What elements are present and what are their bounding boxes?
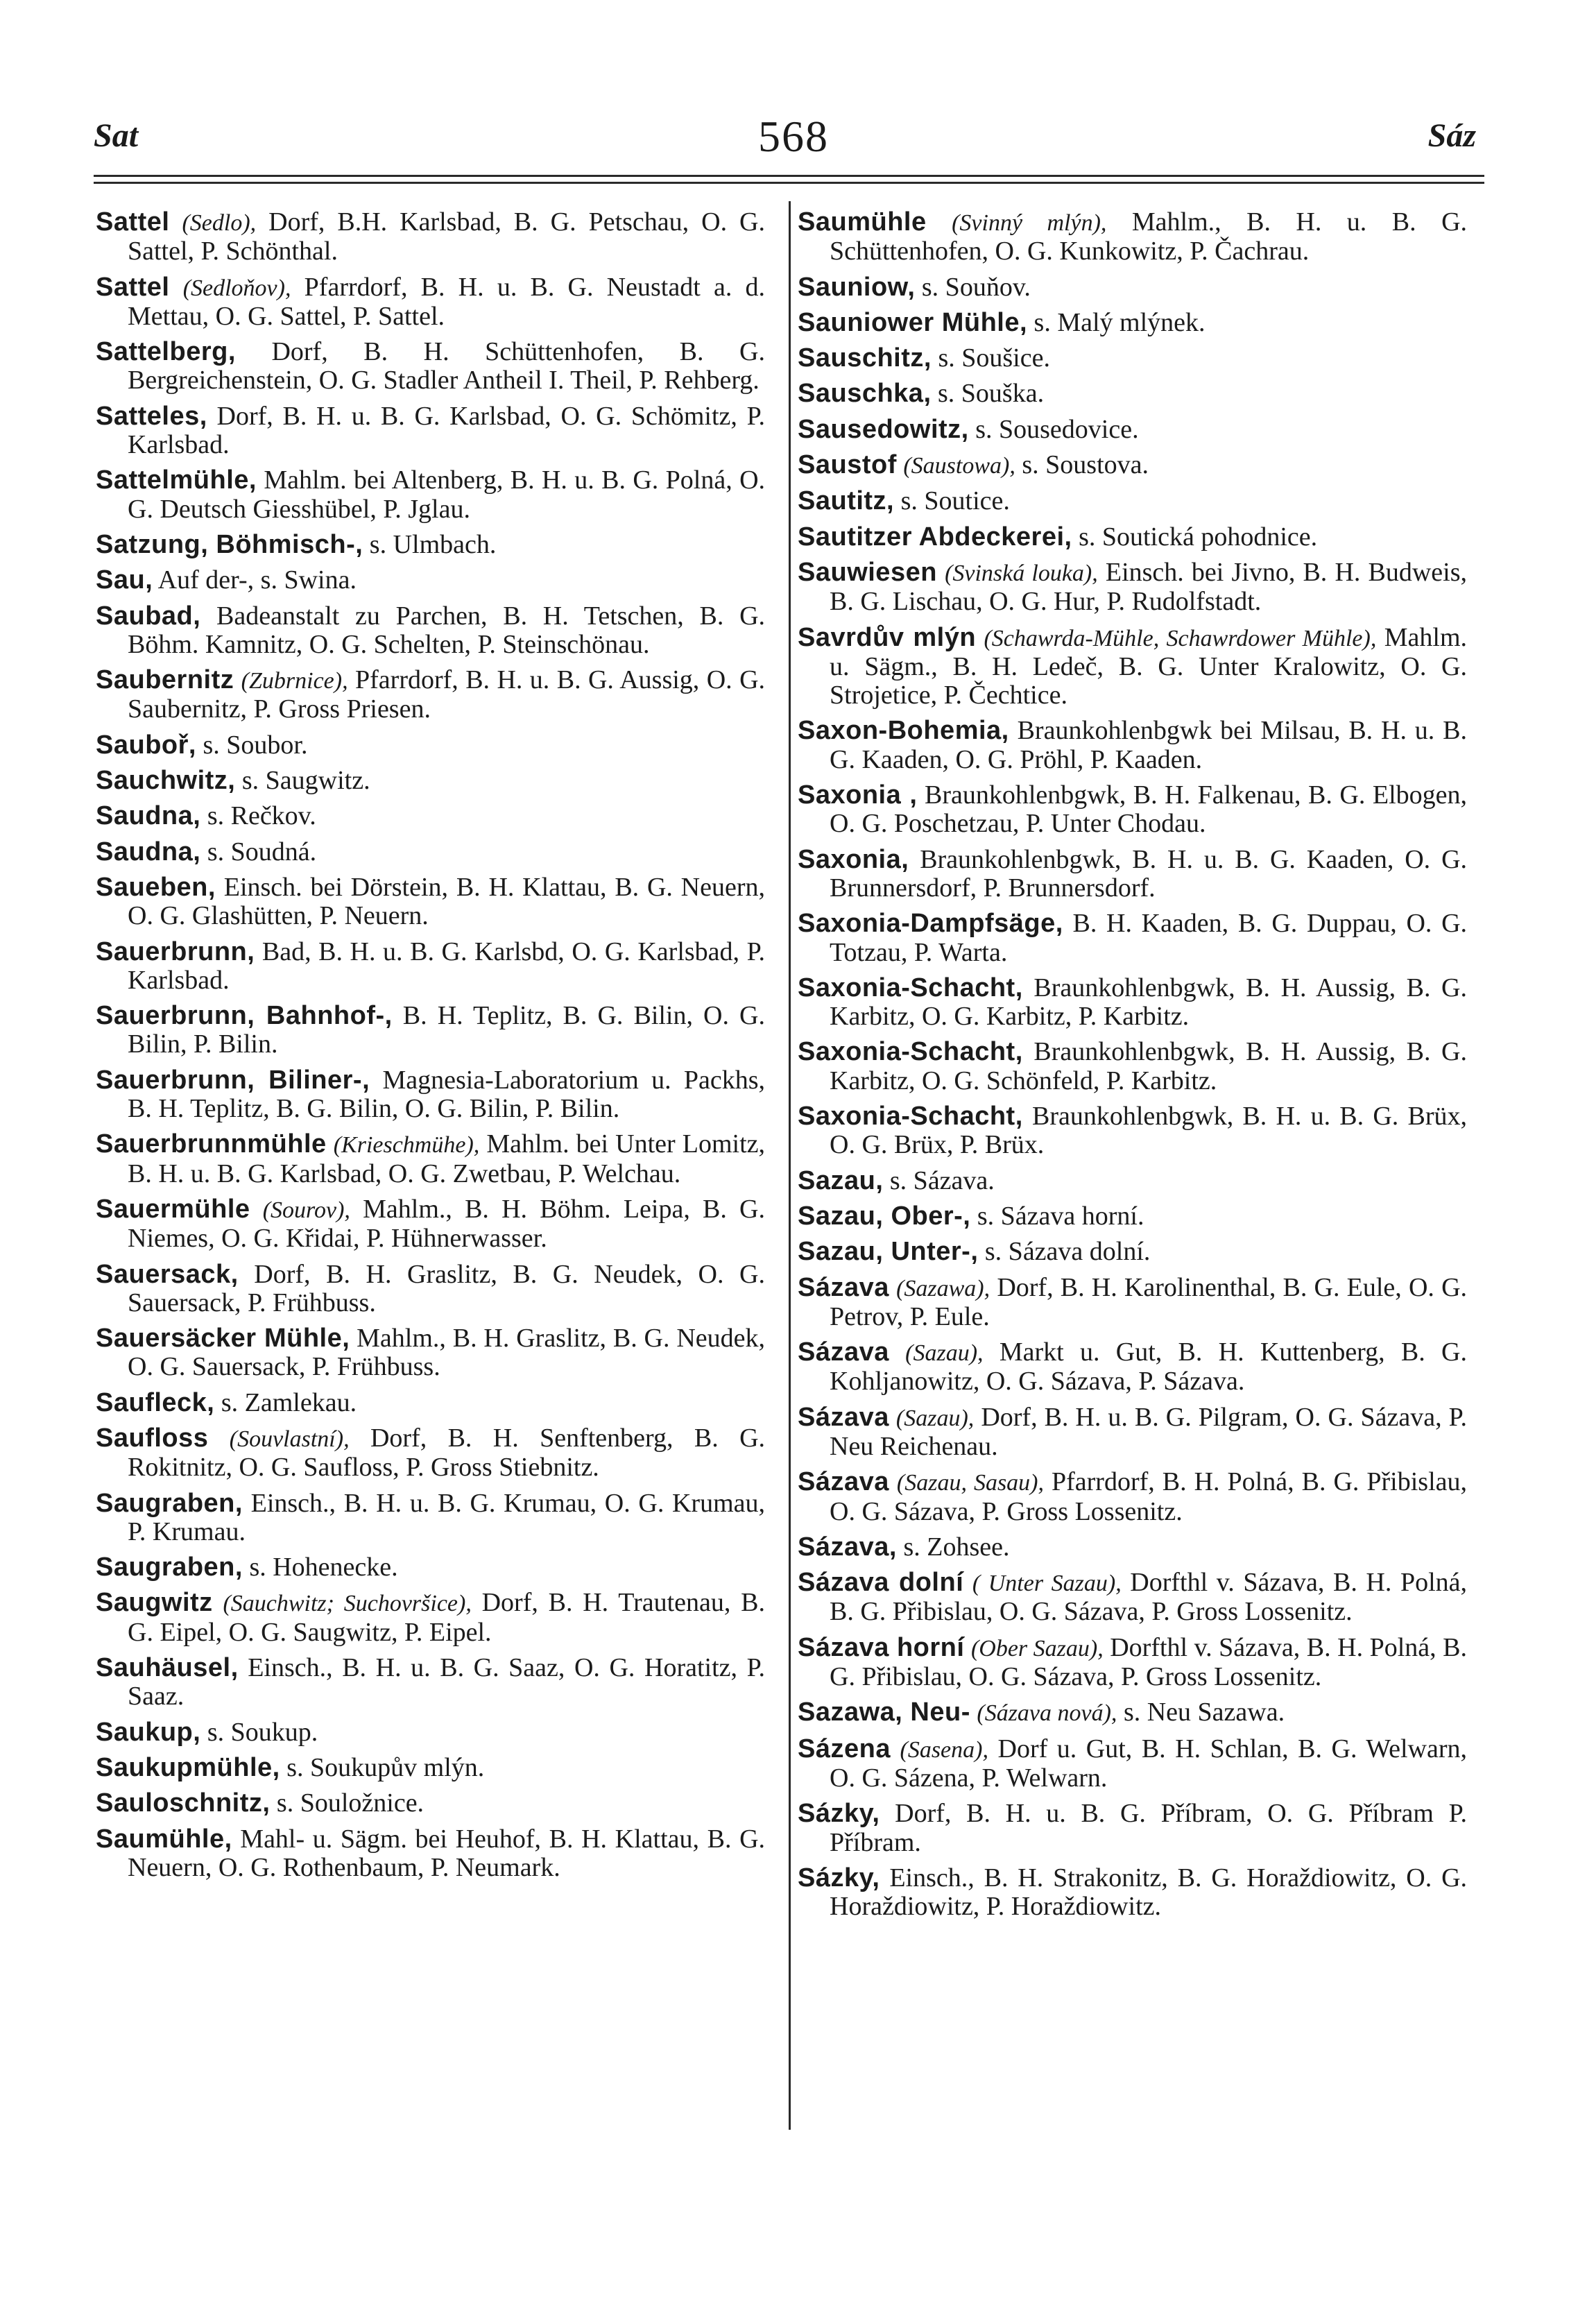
entry-text: Mahlm. bei Altenberg, B. H. u. B. G. Polná, O. G. Deutsch Giesshübel, P. Jglau.	[128, 465, 766, 524]
entry-alt-name: (Sazawa),	[896, 1275, 990, 1301]
gazetteer-entry	[798, 487, 1467, 515]
entry-headword: Sázena	[798, 1734, 891, 1763]
entry-text: Braunkohlenbgwk, B. H. u. B. G. Kaaden, O. G. Brunnersdorf, P. Brunnersdorf.	[830, 844, 1468, 903]
entry-text: Badeanstalt zu Parchen, B. H. Tetschen, B. G. Böhm. Kamnitz, O. G. Schelten, P. Steinschönau.	[128, 601, 766, 659]
gazetteer-entry	[798, 309, 1467, 337]
entry-headword: Saumühle	[798, 207, 927, 237]
entry-text: Mahl- u. Sägm. bei Heuhof, B. H. Klattau, B. G. Neuern, O. G. Rothenbaum, P. Neumark.	[128, 1824, 766, 1882]
entry-text: s. Soutice.	[900, 486, 1010, 516]
entry-text: Einsch., B. H. Strakonitz, B. G. Horaždiowitz, O. G. Horaždiowitz, P. Horaždiowitz.	[830, 1863, 1468, 1922]
entry-headword: Satteles,	[96, 401, 207, 431]
gazetteer-entry	[96, 1002, 765, 1059]
entry-headword: Savrdův mlýn	[798, 622, 977, 652]
entry-headword: Sauerbrunnmühle	[96, 1129, 327, 1159]
gazetteer-entry	[798, 1102, 1467, 1160]
gazetteer-entry	[96, 938, 765, 996]
entry-text: Dorf, B. H. u. B. G. Karlsbad, O. G. Schömitz, P. Karlsbad.	[128, 401, 765, 460]
gazetteer-entry	[798, 1238, 1467, 1266]
entry-headword: Sauloschnitz,	[96, 1788, 271, 1818]
entry-headword: Sattel	[96, 272, 170, 302]
entry-headword: Sauersäcker Mühle,	[96, 1324, 350, 1353]
column-divider	[789, 201, 791, 2130]
gazetteer-entry	[798, 1338, 1467, 1396]
gazetteer-entry	[798, 344, 1467, 373]
entry-headword: Sauwiesen	[798, 557, 937, 587]
entry-text: Dorf u. Gut, B. H. Schlan, B. G. Welwarn, O. G. Sázena, P. Welwarn.	[830, 1734, 1467, 1793]
entry-headword: Saxonia,	[798, 844, 909, 874]
entry-headword: Saugwitz	[96, 1588, 213, 1618]
gazetteer-entry	[798, 1864, 1467, 1922]
entry-alt-name: (Sazau, Sasau),	[896, 1470, 1044, 1496]
entry-headword: Sauschitz,	[798, 343, 932, 373]
entry-headword: Sauchwitz,	[96, 766, 236, 796]
entry-headword: Sázava horní	[798, 1632, 965, 1662]
entry-text: Mahlm. bei Unter Lomitz, B. H. u. B. G. Karlsbad, O. G. Zwetbau, P. Welchau.	[128, 1129, 765, 1188]
entry-text: Braunkohlenbgwk, B. H. Aussig, B. G. Karbitz, O. G. Schönfeld, P. Karbitz.	[830, 1037, 1467, 1095]
gazetteer-entry	[96, 531, 765, 559]
entry-headword: Sázava	[798, 1272, 889, 1302]
entry-text: Dorfthl v. Sázava, B. H. Polná, B. G. Přibislau, O. G. Sázava, P. Gross Lossenitz.	[830, 1568, 1467, 1627]
entry-alt-name: ( Unter Sazau),	[972, 1571, 1122, 1597]
gazetteer-entry	[96, 466, 765, 524]
entry-text: Dorf, B. H. Senftenberg, B. G. Rokitnitz, O. G. Saufloss, P. Gross Stiebnitz.	[128, 1423, 766, 1483]
entry-headword: Sázava	[798, 1402, 889, 1432]
entry-text: s. Soutická pohodnice.	[1079, 522, 1318, 552]
entry-headword: Saumühle,	[96, 1824, 232, 1854]
entry-text: Braunkohlenbgwk bei Milsau, B. H. u. B. G. Kaaden, O. G. Pröhl, P. Kaaden.	[830, 716, 1467, 774]
gazetteer-entry	[798, 846, 1467, 903]
left-column	[96, 208, 765, 1889]
entry-text: s. Rečkov.	[207, 801, 316, 831]
gazetteer-entry	[798, 416, 1467, 444]
gazetteer-entry	[798, 1634, 1467, 1692]
entry-text: s. Sousedovice.	[975, 414, 1139, 444]
gazetteer-entry	[798, 1569, 1467, 1627]
entry-headword: Saugraben,	[96, 1488, 243, 1518]
entry-text: Einsch. bei Jivno, B. H. Budweis, B. G. Lischau, O. G. Hur, P. Rudolfstadt.	[830, 557, 1468, 617]
gazetteer-entry	[96, 402, 765, 460]
entry-text: Pfarrdorf, B. H. Polná, B. G. Přibislau, O. G. Sázava, P. Gross Lossenitz.	[830, 1467, 1467, 1526]
gazetteer-entry	[96, 1789, 765, 1818]
gazetteer-entry	[96, 838, 765, 866]
entry-headword: Sattel	[96, 207, 170, 237]
entry-text: B. H. Kaaden, B. G. Duppau, O. G. Totzau, P. Warta.	[830, 909, 1468, 967]
entry-alt-name: (Saustowa),	[903, 453, 1015, 479]
gazetteer-entry	[96, 1718, 765, 1747]
entry-headword: Saudna,	[96, 837, 201, 866]
entry-headword: Sauermühle	[96, 1194, 250, 1224]
entry-text: s. Soukup.	[207, 1717, 318, 1747]
entry-alt-name: (Svinská louka),	[945, 560, 1098, 586]
entry-text: Bad, B. H. u. B. G. Karlsbd, O. G. Karlsbad, P. Karlsbad.	[128, 937, 766, 995]
entry-headword: Sauersack,	[96, 1259, 239, 1289]
gazetteer-entry	[96, 1324, 765, 1382]
entry-headword: Sázky,	[798, 1863, 880, 1892]
header-rule-top	[94, 175, 1484, 177]
entry-headword: Sausedowitz,	[798, 414, 969, 444]
entry-text: Braunkohlenbgwk, B. H. Aussig, B. G. Karbitz, O. G. Karbitz, P. Karbitz.	[830, 973, 1467, 1032]
entry-text: Pfarrdorf, B. H. u. B. G. Aussig, O. G. Saubernitz, P. Gross Priesen.	[128, 665, 766, 724]
entry-text: s. Souška.	[938, 379, 1045, 409]
gazetteer-entry	[96, 566, 765, 595]
entry-text: s. Hohenecke.	[249, 1553, 398, 1582]
entry-text: Dorf, B. H. u. B. G. Příbram, O. G. Příbram P. Příbram.	[830, 1799, 1467, 1857]
entry-text: Braunkohlenbgwk, B. H. u. B. G. Brüx, O. G. Brüx, P. Brüx.	[830, 1102, 1467, 1160]
entry-text: s. Neu Sazawa.	[1123, 1698, 1285, 1727]
entry-text: s. Zamlekau.	[221, 1387, 357, 1417]
gazetteer-entry	[798, 1468, 1467, 1526]
running-head-left: Sat	[94, 117, 139, 154]
entry-headword: Sázky,	[798, 1799, 880, 1829]
entry-text: s. Saugwitz.	[241, 766, 370, 796]
entry-text: Dorf, B.H. Karlsbad, B. G. Petschau, O. G. Sattel, P. Schönthal.	[128, 207, 765, 266]
gazetteer-entry	[96, 1825, 765, 1883]
entry-alt-name: (Krieschmühe),	[333, 1132, 480, 1159]
gazetteer-entry	[96, 1130, 765, 1188]
gazetteer-entry	[798, 1735, 1467, 1793]
entry-headword: Sautitzer Abdeckerei,	[798, 522, 1072, 552]
entry-alt-name: (Ober Sazau),	[970, 1635, 1104, 1661]
entry-headword: Saukup,	[96, 1717, 201, 1747]
entry-headword: Sattelmühle,	[96, 465, 257, 495]
gazetteer-entry	[798, 717, 1467, 774]
gazetteer-entry	[798, 208, 1467, 266]
entry-text: Auf der-, s. Swina.	[157, 565, 357, 595]
gazetteer-entry	[96, 208, 765, 266]
gazetteer-entry	[96, 1489, 765, 1547]
entry-text: Dorf, B. H. Trautenau, B. G. Eipel, O. G. Saugwitz, P. Eipel.	[128, 1588, 766, 1647]
entry-text: s. Soubor.	[203, 730, 308, 760]
gazetteer-entry	[96, 873, 765, 931]
entry-headword: Sauhäusel,	[96, 1653, 239, 1683]
entry-alt-name: (Zubrnice),	[241, 668, 348, 694]
gazetteer-entry	[96, 273, 765, 332]
gazetteer-entry	[798, 781, 1467, 839]
entry-headword: Sazau,	[798, 1165, 884, 1195]
entry-text: s. Soudná.	[207, 837, 317, 866]
entry-headword: Saudna,	[96, 801, 201, 831]
entry-headword: Saueben,	[96, 872, 216, 902]
entry-text: s. Sázava dolní.	[984, 1237, 1151, 1267]
entry-headword: Saufloss	[96, 1423, 209, 1453]
entry-headword: Sauschka,	[798, 379, 932, 409]
gazetteer-entry	[798, 1202, 1467, 1231]
entry-headword: Sázava	[798, 1338, 889, 1367]
gazetteer-entry	[96, 731, 765, 760]
entry-text: Einsch., B. H. u. B. G. Krumau, O. G. Krumau, P. Krumau.	[128, 1488, 765, 1546]
entry-headword: Saxon-Bohemia,	[798, 716, 1009, 746]
entry-headword: Sazau, Ober-,	[798, 1201, 971, 1231]
entry-alt-name: (Sedlo),	[182, 210, 257, 236]
gazetteer-entry	[96, 666, 765, 724]
entry-text: s. Ulmbach.	[369, 529, 497, 559]
gazetteer-entry	[798, 1533, 1467, 1562]
entry-headword: Saxonia-Dampfsäge,	[798, 909, 1063, 939]
entry-text: Mahlm., B. H. u. B. G. Schüttenhofen, O. G. Kunkowitz, P. Čachrau.	[830, 207, 1468, 266]
entry-headword: Saubernitz	[96, 665, 234, 695]
gazetteer-entry	[798, 1038, 1467, 1095]
gazetteer-entry	[96, 1424, 765, 1483]
entry-headword: Sauboř,	[96, 730, 196, 760]
entry-headword: Saugraben,	[96, 1553, 243, 1582]
entry-alt-name: (Sazau),	[905, 1340, 984, 1367]
gazetteer-entry	[798, 273, 1467, 302]
gazetteer-entry	[96, 1389, 765, 1417]
gazetteer-entry	[798, 909, 1467, 967]
gazetteer-entry	[96, 1195, 765, 1254]
gazetteer-entry	[798, 1274, 1467, 1332]
entry-headword: Saukupmühle,	[96, 1752, 280, 1782]
entry-headword: Sazawa, Neu-	[798, 1698, 970, 1727]
entry-headword: Sauniow,	[798, 272, 916, 302]
entry-headword: Saufleck,	[96, 1387, 215, 1417]
entry-alt-name: (Sauchwitz; Suchovršice),	[223, 1591, 472, 1617]
entry-headword: Saxonia-Schacht,	[798, 973, 1023, 1002]
entry-text: Einsch. bei Dörstein, B. H. Klattau, B. G. Neuern, O. G. Glashütten, P. Neuern.	[128, 872, 766, 931]
entry-headword: Saustof	[798, 450, 897, 480]
gazetteer-entry	[798, 624, 1467, 710]
entry-headword: Sázava	[798, 1467, 889, 1497]
gazetteer-entry	[96, 338, 765, 395]
entry-text: Mahlm., B. H. Böhm. Leipa, B. G. Niemes, O. G. Křidai, P. Hühnerwasser.	[128, 1194, 765, 1254]
entry-headword: Saubad,	[96, 601, 201, 631]
entry-headword: Sauerbrunn,	[96, 937, 255, 966]
gazetteer-entry	[96, 1066, 765, 1124]
entry-headword: Sattelberg,	[96, 337, 236, 367]
entry-text: B. H. Teplitz, B. G. Bilin, O. G. Bilin, P. Bilin.	[128, 1001, 766, 1059]
entry-headword: Sázava,	[798, 1532, 897, 1562]
gazetteer-entry	[96, 1553, 765, 1582]
entry-alt-name: (Sázava nová),	[977, 1700, 1117, 1727]
gazetteer-entry	[798, 1403, 1467, 1462]
entry-alt-name: (Sourov),	[262, 1197, 350, 1223]
entry-text: s. Soušice.	[938, 343, 1050, 373]
header-rule-bottom	[94, 182, 1484, 184]
entry-text: Magnesia-Laboratorium u. Packhs, B. H. Teplitz, B. G. Bilin, O. G. Bilin, P. Bilin.	[128, 1065, 766, 1124]
gazetteer-entry	[96, 602, 765, 660]
entry-text: Dorfthl v. Sázava, B. H. Polná, B. G. Přibislau, O. G. Sázava, P. Gross Lossenitz.	[830, 1632, 1467, 1692]
entry-text: Dorf, B. H. Karolinenthal, B. G. Eule, O. G. Petrov, P. Eule.	[830, 1272, 1468, 1331]
gazetteer-entry	[96, 1654, 765, 1711]
gazetteer-entry	[798, 1698, 1467, 1727]
entry-text: Mahlm., B. H. Graslitz, B. G. Neudek, O. G. Sauersack, P. Frühbuss.	[128, 1324, 765, 1382]
gazetteer-entry	[798, 451, 1467, 480]
entry-text: s. Soustova.	[1022, 450, 1149, 480]
running-head-right: Sáz	[1427, 117, 1476, 154]
entry-text: s. Malý mlýnek.	[1033, 307, 1206, 337]
entry-text: Braunkohlenbgwk, B. H. Falkenau, B. G. Elbogen, O. G. Poschetzau, P. Unter Chodau.	[830, 780, 1468, 839]
entry-alt-name: (Schawrda-Mühle, Schawrdower Mühle),	[984, 625, 1377, 651]
entry-text: s. Zohsee.	[903, 1532, 1010, 1562]
entry-headword: Sazau, Unter-,	[798, 1237, 979, 1267]
entry-headword: Sauniower Mühle,	[798, 307, 1028, 337]
entry-headword: Sauerbrunn, Biliner-,	[96, 1065, 370, 1095]
right-column	[798, 208, 1467, 1928]
entry-headword: Sau,	[96, 565, 153, 595]
entry-alt-name: (Sedloňov),	[182, 275, 291, 301]
entry-headword: Saxonia-Schacht,	[798, 1037, 1023, 1067]
entry-text: Dorf, B. H. Graslitz, B. G. Neudek, O. G. Sauersack, P. Frühbuss.	[128, 1259, 766, 1317]
entry-text: s. Soukupův mlýn.	[286, 1752, 485, 1782]
entry-text: Dorf, B. H. u. B. G. Pilgram, O. G. Sázava, P. Neu Reichenau.	[830, 1402, 1468, 1461]
entry-headword: Sázava dolní	[798, 1568, 964, 1598]
entry-headword: Saxonia ,	[798, 780, 918, 810]
gazetteer-entry	[96, 1754, 765, 1782]
entry-text: s. Sázava horní.	[977, 1201, 1144, 1231]
gazetteer-entry	[798, 379, 1467, 408]
entry-alt-name: (Sasena),	[900, 1736, 988, 1763]
page-number: 568	[758, 112, 829, 161]
gazetteer-entry	[798, 1800, 1467, 1857]
entry-text: s. Sázava.	[889, 1165, 995, 1195]
gazetteer-entry	[798, 523, 1467, 552]
entry-headword: Sautitz,	[798, 486, 895, 516]
gazetteer-entry	[96, 767, 765, 795]
entry-headword: Saxonia-Schacht,	[798, 1102, 1023, 1131]
entry-alt-name: (Sazau),	[895, 1405, 975, 1431]
gazetteer-entry	[96, 1261, 765, 1318]
gazetteer-entry	[798, 1167, 1467, 1195]
entry-text: Einsch., B. H. u. B. G. Saaz, O. G. Horatitz, P. Saaz.	[128, 1653, 765, 1711]
entry-text: Markt u. Gut, B. H. Kuttenberg, B. G. Kohljanowitz, O. G. Sázava, P. Sázava.	[830, 1338, 1468, 1396]
entry-alt-name: (Svinný mlýn),	[952, 210, 1107, 236]
entry-text: Pfarrdorf, B. H. u. B. G. Neustadt a. d. Mettau, O. G. Sattel, P. Sattel.	[128, 272, 766, 331]
entry-text: s. Souložnice.	[276, 1788, 424, 1818]
gazetteer-entry	[798, 974, 1467, 1032]
entry-headword: Satzung, Böhmisch-,	[96, 529, 363, 559]
gazetteer-entry	[798, 558, 1467, 617]
gazetteer-entry	[96, 1589, 765, 1647]
entry-text: Dorf, B. H. Schüttenhofen, B. G. Bergreichenstein, O. G. Stadler Antheil I. Theil, P. Rehberg.	[128, 337, 765, 395]
entry-text: Mahlm. u. Sägm., B. H. Ledeč, B. G. Unter Kralowitz, O. G. Strojetice, P. Čechtice.	[830, 622, 1468, 710]
entry-headword: Sauerbrunn, Bahnhof-,	[96, 1001, 393, 1031]
gazetteer-entry	[96, 802, 765, 830]
entry-text: s. Souňov.	[921, 272, 1031, 302]
entry-alt-name: (Souvlastní),	[229, 1426, 350, 1452]
